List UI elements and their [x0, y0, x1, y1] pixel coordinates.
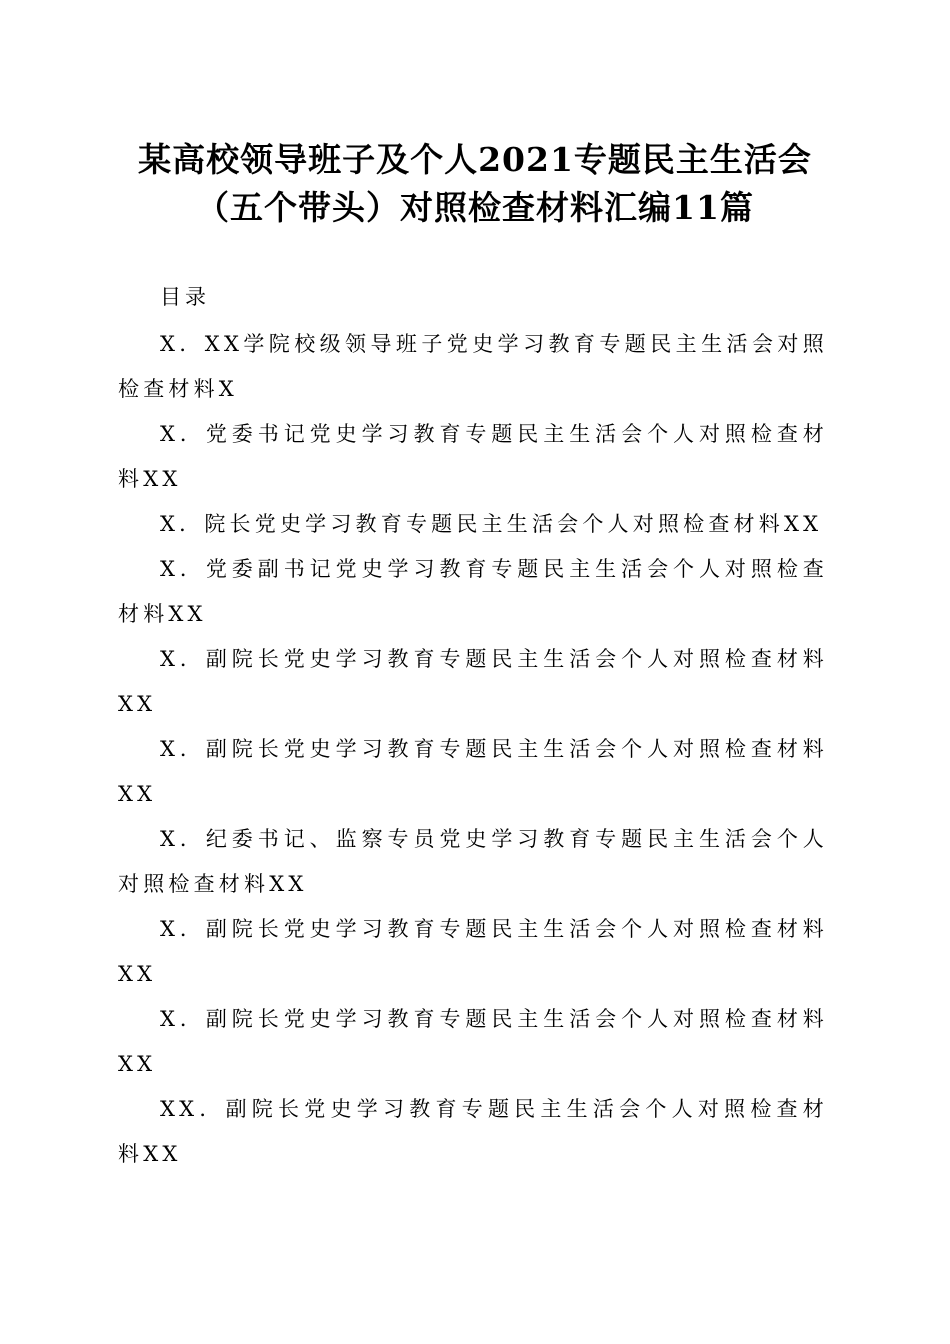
toc-heading: 目录 — [160, 285, 210, 309]
toc-item: X．XX学院校级领导班子党史学习教育专题民主生活会对照检查材料X — [118, 332, 828, 401]
table-of-contents — [118, 322, 828, 1177]
toc-item: X．副院长党史学习教育专题民主生活会个人对照检查材料XX — [118, 917, 828, 986]
toc-item: X．副院长党史学习教育专题民主生活会个人对照检查材料XX — [118, 647, 828, 716]
toc-item: X．院长党史学习教育专题民主生活会个人对照检查材料XX — [160, 512, 823, 536]
document-title-line-2: （五个带头）对照检查材料汇编11篇 — [196, 188, 754, 227]
toc-item: X．副院长党史学习教育专题民主生活会个人对照检查材料XX — [118, 1007, 828, 1076]
toc-item: X．党委副书记党史学习教育专题民主生活会个人对照检查材料XX — [118, 557, 828, 626]
document-title-line-1: 某高校领导班子及个人2021专题民主生活会 — [138, 140, 812, 179]
toc-item: X．党委书记党史学习教育专题民主生活会个人对照检查材料XX — [118, 422, 828, 491]
toc-item: X．纪委书记、监察专员党史学习教育专题民主生活会个人对照检查材料XX — [118, 827, 828, 896]
toc-item: XX．副院长党史学习教育专题民主生活会个人对照检查材料XX — [118, 1097, 828, 1166]
toc-item: X．副院长党史学习教育专题民主生活会个人对照检查材料XX — [118, 737, 828, 806]
